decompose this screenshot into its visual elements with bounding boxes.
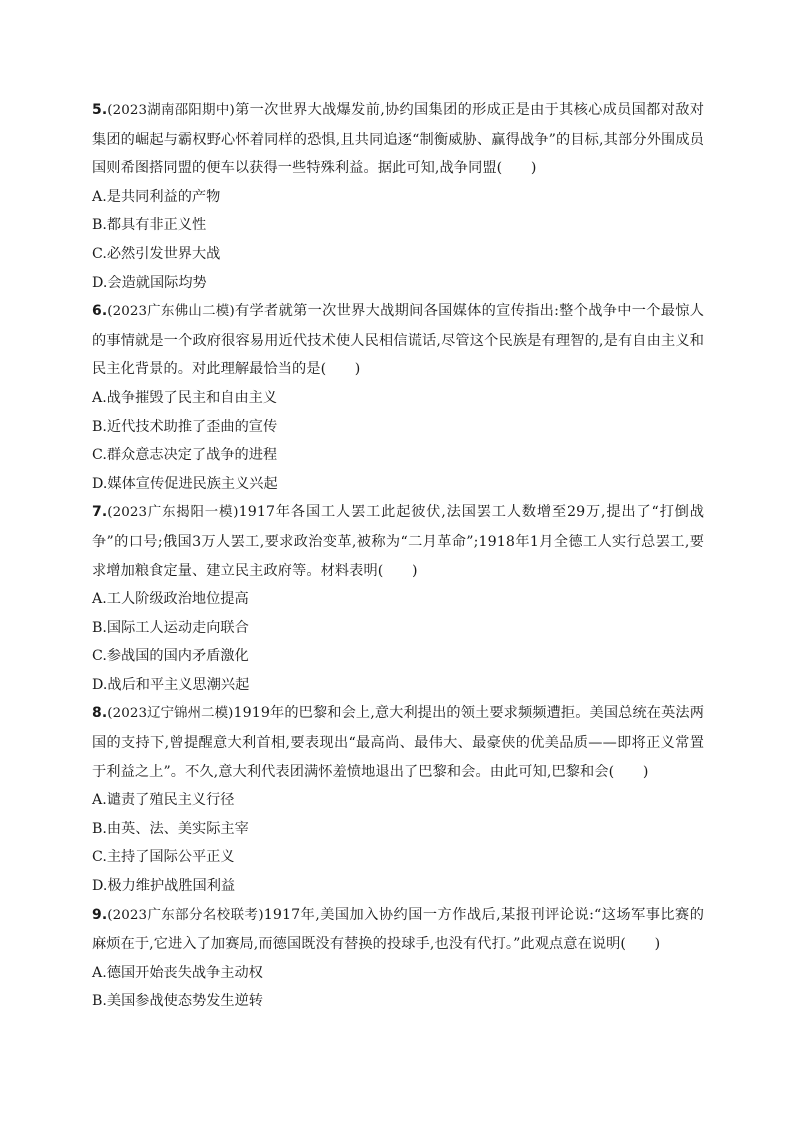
question-text: 1917年,美国加入协约国一方作战后,某报刊评论说:“这场军事比赛的麻烦在于,它进入了加赛局,而德国既没有替换的投球手,也没有代打。”此观点意在说明( ) <box>92 906 705 953</box>
option-c: C.群众意志决定了战争的进程 <box>92 447 278 464</box>
question-stem <box>92 498 704 585</box>
question-source: (2023广东部分名校联考) <box>107 907 264 923</box>
option-b: B.近代技术助推了歪曲的宣传 <box>92 418 278 435</box>
question-stem <box>92 297 704 384</box>
question-number: 7. <box>92 504 108 521</box>
question-number: 9. <box>92 906 108 923</box>
question-9 <box>92 901 704 1016</box>
question-stem <box>92 699 704 786</box>
question-source: (2023广东揭阳一模) <box>107 505 239 521</box>
option-d: D.战后和平主义思潮兴起 <box>92 676 250 693</box>
question-7 <box>92 498 704 699</box>
option-d: D.会造就国际均势 <box>92 274 207 291</box>
option-a: A.谴责了殖民主义行径 <box>92 792 235 809</box>
option-c: C.必然引发世界大战 <box>92 245 221 262</box>
option-a: A.工人阶级政治地位提高 <box>92 591 249 608</box>
question-number: 5. <box>92 102 108 118</box>
option-c: C.主持了国际公平正义 <box>92 849 235 866</box>
option-a: A.战争摧毁了民主和自由主义 <box>92 389 278 406</box>
option-b: B.由英、法、美实际主宰 <box>92 820 249 837</box>
question-8 <box>92 699 704 900</box>
question-5 <box>92 96 704 297</box>
option-a: A.德国开始丧失战争主动权 <box>92 964 263 981</box>
option-b: B.国际工人运动走向联合 <box>92 619 249 636</box>
option-b: B.美国参战使态势发生逆转 <box>92 993 263 1010</box>
question-source: (2023湖南邵阳期中) <box>107 103 235 118</box>
question-text: 有学者就第一次世界大战期间各国媒体的宣传指出:整个战争中一个最惊人的事情就是一个政府很容易用近代技术使人民相信谎话,尽管这个民族是有理智的,是有自由主义和民主化背景的。对此理解最恰当的是( ) <box>92 303 704 378</box>
option-a: A.是共同利益的产物 <box>92 188 221 205</box>
exam-page <box>92 96 704 1016</box>
question-text: 第一次世界大战爆发前,协约国集团的形成正是由于其核心成员国都对敌对集团的崛起与霸权野心怀着同样的恐惧,且共同追逐“制衡威胁、赢得战争”的目标,其部分外围成员国则希图搭同盟的便车以获得一些特殊利益。据此可知,战争同盟( ) <box>92 102 704 177</box>
question-6 <box>92 297 704 498</box>
option-d: D.极力维护战胜国利益 <box>92 878 236 895</box>
question-number: 6. <box>92 303 108 320</box>
question-text: 1919年的巴黎和会上,意大利提出的领土要求频频遭拒。美国总统在英法两国的支持下,曾提醒意大利首相,要表现出“最高尚、最伟大、最豪侠的优美品质——即将正义常置于利益之上”。不久,意大利代表团满怀羞愤地退出了巴黎和会。由此可知,巴黎和会( ) <box>92 705 704 780</box>
option-c: C.参战国的国内矛盾激化 <box>92 648 249 665</box>
option-b: B.都具有非正义性 <box>92 217 207 234</box>
question-number: 8. <box>92 705 108 722</box>
option-d: D.媒体宣传促进民族主义兴起 <box>92 475 278 492</box>
question-source: (2023辽宁锦州二模) <box>107 706 234 722</box>
question-text: 1917年各国工人罢工此起彼伏,法国罢工人数增至29万,提出了“打倒战争”的口号;俄国3万人罢工,要求政治变革,被称为“二月革命”;1918年1月全德工人实行总罢工,要求增加粮食定量、建立民主政府等。材料表明( ) <box>92 504 704 579</box>
question-source: (2023广东佛山二模) <box>107 304 235 320</box>
question-stem <box>92 901 704 959</box>
question-stem <box>92 96 704 183</box>
